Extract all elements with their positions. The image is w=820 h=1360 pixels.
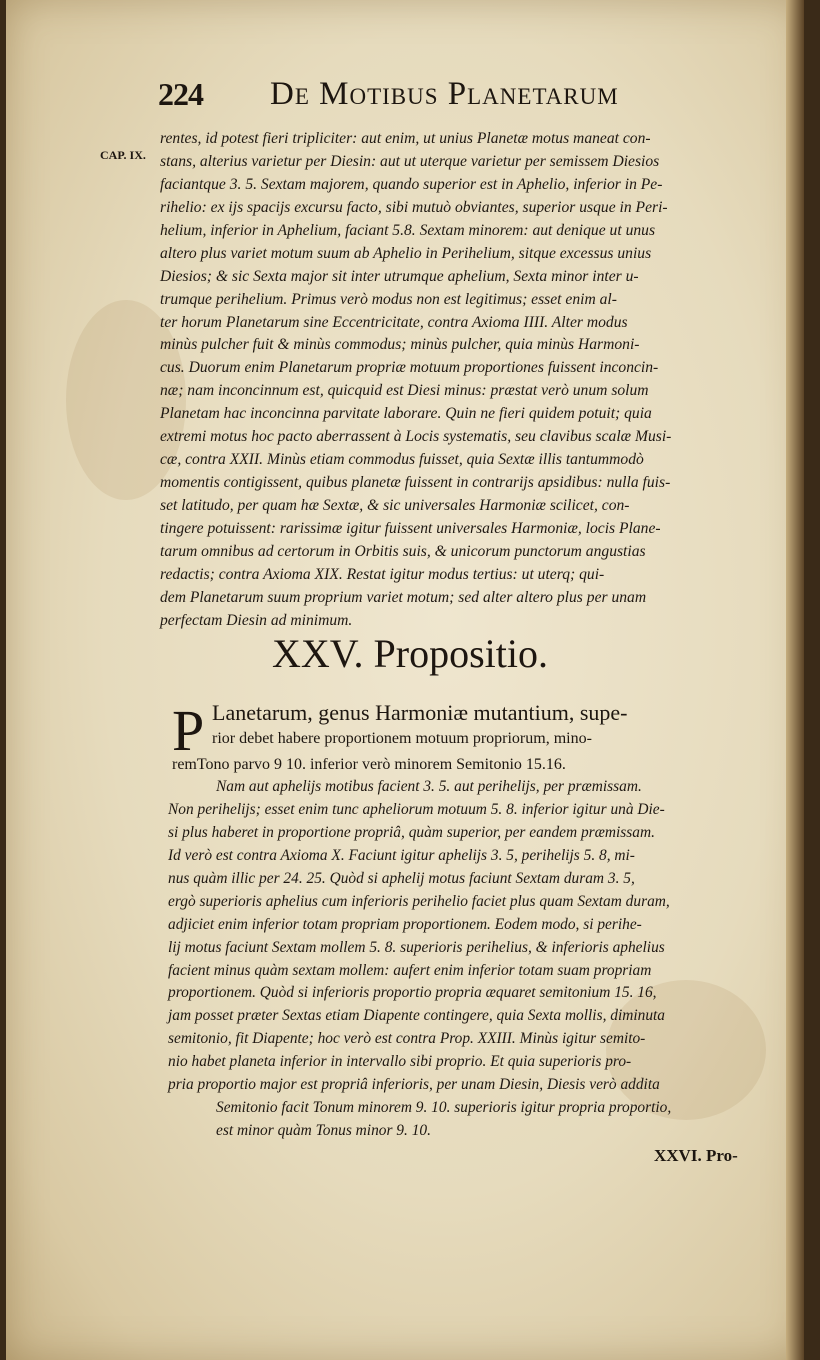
page-number: 224 bbox=[158, 76, 203, 112]
text-line: Id verò est contra Axioma X. Faciunt igitur aphelijs 3. 5, perihelijs 5. 8, mi- bbox=[168, 846, 635, 864]
text-line: tarum omnibus ad certorum in Orbitis suis, & unicorum punctorum angustias bbox=[160, 542, 646, 560]
text-line: semitonio, fit Diapente; hoc verò est contra Prop. XXIII. Minùs igitur semito- bbox=[168, 1030, 646, 1048]
text-line: extremi motus hoc pacto aberrassent à Locis systematis, seu clavibus scalæ Musi- bbox=[160, 428, 672, 446]
text-line: redactis; contra Axioma XIX. Restat igitur modus tertius: ut uterq; qui- bbox=[160, 565, 605, 583]
paragraph-2 bbox=[168, 776, 778, 1143]
text-line: stans, alterius varietur per Diesin: aut ut uterque varietur per semissem Diesios bbox=[160, 152, 660, 170]
text-line: cus. Duorum enim Planetarum propriæ motuum proportiones fuissent inconcin- bbox=[160, 359, 659, 377]
text-line: adjiciet enim inferior totam propriam proportionem. Eodem modo, si perihe- bbox=[168, 915, 642, 933]
proposition-line: Lanetarum, genus Harmoniæ mutantium, supe- bbox=[212, 700, 628, 725]
drop-cap: P bbox=[172, 698, 205, 763]
page-header bbox=[158, 76, 718, 126]
text-line: si plus haberet in proportione propriâ, quàm superior, per eandem præmissam. bbox=[168, 823, 655, 841]
text-line: altero plus variet motum suum ab Aphelio in Perihelium, sitque excessus unius bbox=[160, 244, 652, 262]
text-line: lij motus faciunt Sextam mollem 5. 8. superioris perihelius, & inferioris aphelius bbox=[168, 938, 665, 956]
text-line: rentes, id potest fieri tripliciter: aut enim, ut unius Planetæ motus maneat con- bbox=[160, 130, 651, 147]
proposition-line: remTono parvo 9 10. inferior verò minorem Semitonio 15.16. bbox=[172, 756, 566, 773]
text-line: næ; nam inconcinnum est, quicquid est Diesi minus: præstat verò unum solum bbox=[160, 382, 649, 400]
page-edge bbox=[786, 0, 804, 1360]
catchword: XXVI. Pro- bbox=[654, 1146, 738, 1165]
margin-note: CAP. IX. bbox=[100, 148, 146, 162]
text-line: ter horum Planetarum sine Eccentricitate, contra Axioma IIII. Alter modus bbox=[160, 313, 628, 331]
text-line: Non perihelijs; esset enim tunc apheliorum motuum 5. 8. inferior igitur unà Die- bbox=[168, 800, 665, 818]
text-line: nus quàm illic per 24. 25. Quòd si aphelij motus faciunt Sextam duram 3. 5, bbox=[168, 869, 635, 887]
text-line: perfectam Diesin ad minimum. bbox=[160, 611, 353, 629]
text-line: ergò superioris aphelius cum inferioris perihelio faciet plus quam Sextam duram, bbox=[168, 892, 670, 910]
paragraph-1 bbox=[160, 128, 770, 633]
text-line: proportionem. Quòd si inferioris proportio propria æquaret semitonium 15. 16, bbox=[168, 984, 657, 1002]
text-line: momentis contigissent, quibus planetæ fuissent in contrarijs apsidibus: nulla fuis- bbox=[160, 474, 671, 492]
text-line: est minor quàm Tonus minor 9. 10. bbox=[216, 1122, 431, 1140]
running-title: De Motibus Planetarum bbox=[270, 76, 619, 112]
text-line: helium, inferior in Aphelium, faciant 5.8. Sextam minorem: aut denique ut unus bbox=[160, 221, 656, 239]
text-line: nio habet planeta inferior in intervallo sibi proprio. Et quia superioris pro- bbox=[168, 1053, 632, 1071]
text-line: rihelio: ex ijs spacijs excursu facto, sibi mutuò obviantes, superior usque in Peri- bbox=[160, 198, 668, 216]
text-line: cæ, contra XXII. Minùs etiam commodus fuisset, quia Sextæ illis tantummodò bbox=[160, 451, 644, 469]
text-line: pria proportio major est propriâ inferioris, per unam Diesin, Diesis verò addita bbox=[168, 1076, 660, 1094]
proposition-line: rior debet habere proportionem motuum propriorum, mino- bbox=[212, 730, 592, 747]
text-line: tingere potuissent: rarissimæ igitur fuissent universales Harmoniæ, locis Plane- bbox=[160, 519, 661, 537]
text-line: trumque perihelium. Primus verò modus non est legitimus; esset enim al- bbox=[160, 290, 617, 308]
text-line: Nam aut aphelijs motibus facient 3. 5. aut perihelijs, per præmissam. bbox=[216, 778, 642, 795]
text-line: Planetam hac inconcinna parvitate laborare. Quin ne fieri quidem potuit; quia bbox=[160, 405, 652, 423]
text-line: Diesios; & sic Sexta major sit inter utrumque aphelium, Sexta minor inter u- bbox=[160, 267, 639, 285]
text-line: faciantque 3. 5. Sextam majorem, quando superior est in Aphelio, inferior in Pe- bbox=[160, 175, 663, 193]
text-line: minùs pulcher fuit & minùs commodus; minùs pulcher, quia minùs Harmoni- bbox=[160, 336, 640, 354]
text-line: jam posset præter Sextas etiam Diapente contingere, quia Sexta mollis, diminuta bbox=[168, 1007, 665, 1025]
proposition-statement bbox=[172, 700, 762, 778]
text-line: facient minus quàm sextam mollem: aufert enim inferior totam suam propriam bbox=[168, 961, 652, 979]
text-line: set latitudo, per quam hæ Sextæ, & sic universales Harmoniæ scilicet, con- bbox=[160, 497, 630, 514]
text-line: dem Planetarum suum proprium variet motum; sed alter altero plus per unam bbox=[160, 588, 647, 606]
text-line: Semitonio facit Tonum minorem 9. 10. superioris igitur propria proportio, bbox=[216, 1099, 672, 1117]
section-heading: XXV. Propositio. bbox=[272, 631, 548, 676]
